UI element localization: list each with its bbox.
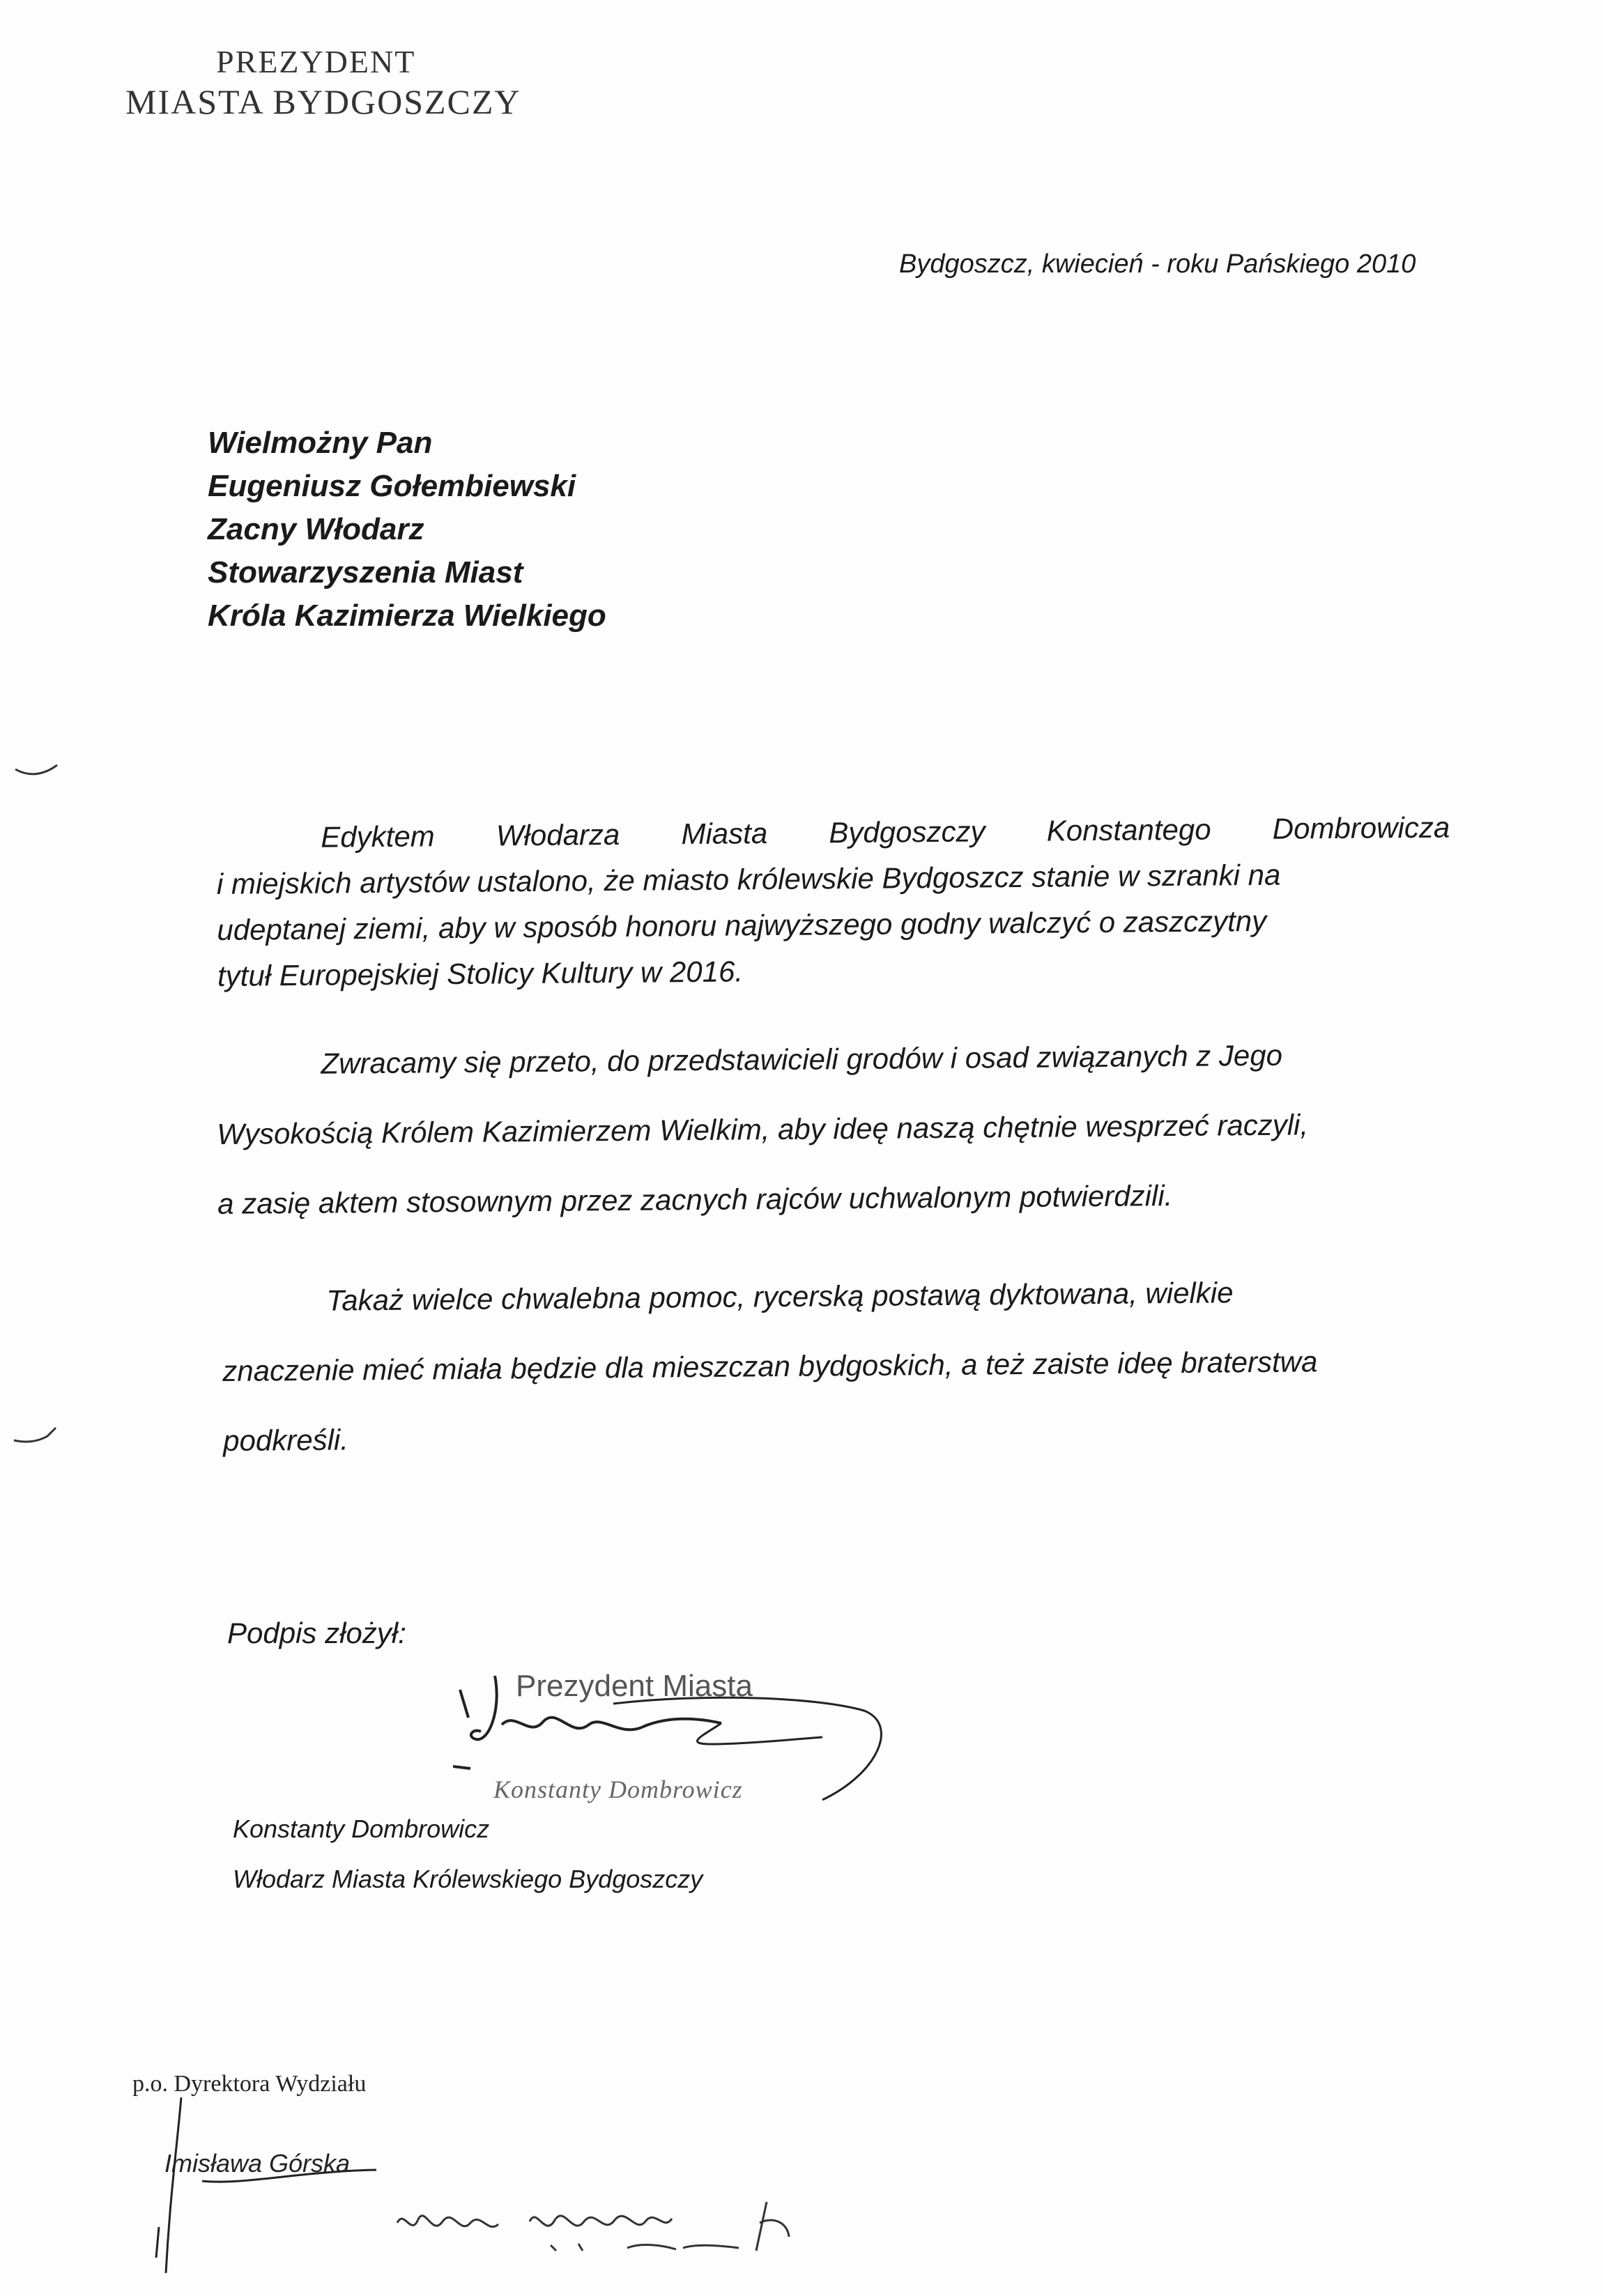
approval-line: p.o. Dyrektora Wydziału [132, 2071, 367, 2097]
paragraph-1 [216, 805, 1451, 999]
paragraph-line: Zwracamy się przeto, do przedstawicieli grodów i osad związanych z Jego [321, 1038, 1283, 1080]
paragraph-line: udeptanej ziemi, aby w sposób honoru najwyższego godny walczyć o zaszczytny [217, 904, 1267, 946]
word: Konstantego [1046, 812, 1211, 847]
word: Bydgoszczy [829, 815, 985, 849]
handwritten-stroke-icon [202, 2167, 383, 2195]
paragraph-line: a zasię aktem stosownym przez zacnych rajców uchwalonym potwierdzili. [217, 1179, 1173, 1220]
approval-name: Imisława Górska [164, 2149, 351, 2178]
recipient-line: Eugeniusz Gołembiewski [208, 469, 576, 503]
signature-stamp [453, 1669, 885, 1829]
word: Edyktem [321, 819, 435, 854]
recipient-line: Stowarzyszenia Miast [208, 555, 523, 590]
margin-mark-icon [13, 1425, 61, 1453]
paragraph-line: podkreśli. [222, 1423, 349, 1457]
paragraph-3 [222, 1257, 1319, 1476]
letter-date: Bydgoszcz, kwiecień - roku Pańskiego 2010 [899, 249, 1416, 279]
stamp-title: Prezydent Miasta [516, 1669, 753, 1703]
recipient-line: Zacny Włodarz [208, 512, 424, 546]
handwritten-stroke-icon [153, 2090, 195, 2279]
handwritten-note-icon [390, 2181, 802, 2258]
paragraph-line: i miejskich artystów ustalono, że miasto królewskie Bydgoszcz stanie w szranki na [216, 858, 1281, 900]
recipient-line: Wielmożny Pan [208, 426, 433, 460]
margin-mark-icon [14, 760, 63, 787]
word: Dombrowicza [1272, 810, 1450, 845]
word: Miasta [681, 817, 768, 851]
paragraph-line: tytuł Europejskiej Stolicy Kultury w 2016. [217, 955, 744, 992]
signatory-title: Włodarz Miasta Królewskiego Bydgoszczy [233, 1865, 703, 1893]
recipient-line: Króla Kazimierza Wielkiego [208, 599, 606, 633]
word: Włodarza [496, 817, 620, 852]
stamp-name: Konstanty Dombrowicz [493, 1775, 743, 1803]
handwritten-signature [453, 1669, 885, 1829]
letterhead-line-1: PREZYDENT [216, 44, 416, 79]
letterhead-line-2: MIASTA BYDGOSZCZY [125, 82, 521, 121]
paragraph-line: znaczenie mieć miała będzie dla mieszczan bydgoskich, a też zaiste ideę braterstwa [222, 1345, 1318, 1387]
recipient-block [208, 422, 606, 638]
signatory-name: Konstanty Dombrowicz [233, 1815, 490, 1843]
signature-label: Podpis złożył: [227, 1617, 406, 1649]
paragraph-line: Wysokością Królem Kazimierzem Wielkim, aby ideę naszą chętnie wesprzeć raczyli, [217, 1108, 1309, 1150]
paragraph-2 [216, 1020, 1309, 1239]
paragraph-line: Takaż wielce chwalebna pomoc, rycerską postawą dyktowana, wielkie [326, 1276, 1234, 1317]
